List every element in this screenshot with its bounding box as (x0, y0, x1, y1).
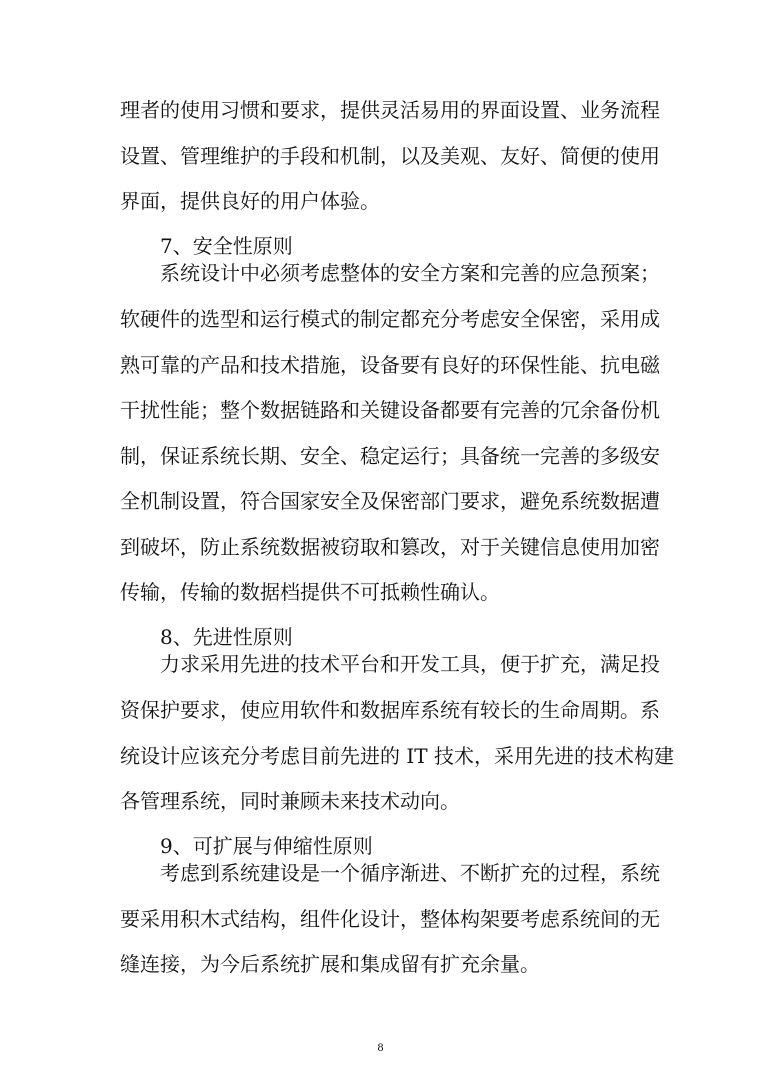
paragraph-line: 资保护要求，使应用软件和数据库系统有较长的生命周期。系 (120, 698, 660, 722)
section-heading: 7、安全性原则 (160, 234, 293, 258)
paragraph-line: 到破坏，防止系统数据被窃取和篡改，对于关键信息使用加密 (120, 535, 660, 559)
paragraph-line: 软硬件的选型和运行模式的制定都充分考虑安全保密，采用成 (120, 307, 660, 331)
paragraph-line: 熟可靠的产品和技术措施，设备要有良好的环保性能、抗电磁 (120, 353, 660, 377)
paragraph-line: 系统设计中必须考虑整体的安全方案和完善的应急预案； (160, 261, 660, 285)
paragraph-line: 缝连接，为今后系统扩展和集成留有扩充余量。 (120, 952, 540, 976)
section-heading: 9、可扩展与伸缩性原则 (160, 834, 373, 858)
paragraph-line: 理者的使用习惯和要求，提供灵活易用的界面设置、业务流程 (120, 98, 660, 122)
paragraph-line: 传输，传输的数据档提供不可抵赖性确认。 (120, 580, 500, 604)
paragraph-line: 各管理系统，同时兼顾未来技术动向。 (120, 789, 460, 813)
paragraph-line: 界面，提供良好的用户体验。 (120, 189, 380, 213)
paragraph-line: 干扰性能；整个数据链路和关键设备都要有完善的冗余备份机 (120, 398, 660, 422)
paragraph-line: 统设计应该充分考虑目前先进的 IT 技术，采用先进的技术构建 (120, 744, 674, 768)
page-number: 8 (377, 1040, 384, 1054)
paragraph-line: 考虑到系统建设是一个循序渐进、不断扩充的过程，系统 (160, 861, 660, 885)
paragraph-line: 力求采用先进的技术平台和开发工具，便于扩充，满足投 (160, 652, 660, 676)
paragraph-line: 制，保证系统长期、安全、稳定运行；具备统一完善的多级安 (120, 444, 660, 468)
section-heading: 8、先进性原则 (160, 625, 293, 649)
paragraph-line: 全机制设置，符合国家安全及保密部门要求，避免系统数据遭 (120, 489, 660, 513)
paragraph-line: 设置、管理维护的手段和机制，以及美观、友好、简便的使用 (120, 144, 660, 168)
paragraph-line: 要采用积木式结构，组件化设计，整体构架要考虑系统间的无 (120, 907, 660, 931)
